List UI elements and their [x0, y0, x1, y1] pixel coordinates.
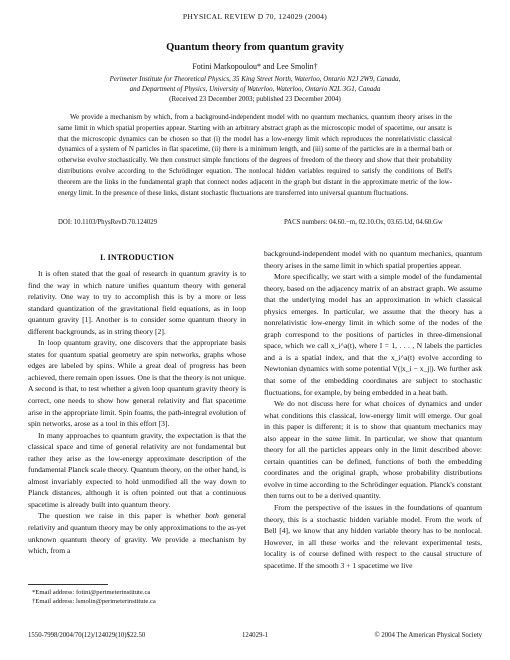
author-list: Fotini Markopoulou* and Lee Smolin†: [192, 62, 318, 71]
affiliations: [60, 74, 450, 94]
footnote-email-2: †Email address: lsmolin@perimeterinstitute.ca: [32, 598, 156, 606]
footer-issn: 1550-7998/2004/70(12)/124029(10)$22.50: [28, 632, 146, 639]
section-heading: I. INTRODUCTION: [99, 253, 175, 262]
text-run: general relativity and quantum theory may be only approximations to the as-yet unknown quantum theory of gravity. We provide a mechanism by which, from a: [28, 511, 247, 556]
emphasis-text: same: [325, 433, 342, 443]
received-date: (Received 23 December 2003; published 23 December 2004): [169, 95, 341, 103]
doi-link[interactable]: DOI: 10.1103/PhysRevD.70.124029: [58, 219, 158, 226]
affiliation-line-1: Perimeter Institute for Theoretical Physics, 35 King Street North, Waterloo, Ontario N2J 2W9, Canada,: [109, 75, 401, 83]
abstract: We provide a mechanism by which, from a background-independent model with no quantum mechanics, quantum theory arises in the same limit in which spatial properties appear. Starting with an arbitrary abstract graph as the microscopic model of spacetime, our ansatz is that the microscopic dynamics can be chosen so that (i) the model has a low-energy limit which reproduces the nonrelativistic classical dynamics of a system of N particles in flat spacetime, (ii) there is a minimum length, and (iii) some of the particles are in a thermal bath or otherwise evolve stochastically. We then construct simple functions of the degrees of freedom of the theory and show that their probability distributions evolve according to the Schrödinger equation. The nonlocal hidden variables required to satisfy the conditions of Bell's theorem are the links in the fundamental graph that connect nodes adjacent in the graph but distant in the approximate metric of the low-energy limit. In the presence of these links, distant stochastic fluctuations are transferred into universal quantum fluctuations.: [58, 113, 452, 197]
body-paragraph: [28, 510, 246, 556]
body-paragraph: It is often stated that the goal of research in quantum gravity is to find the way in which nature unifies quantum theory with general relativity. One way to try to accomplish this is by a more or less standard quantization of the gravitational field equations, as in loop quantum gravity [1]. Another is to consider some quantum theory in different backgrounds, as in string theory [2].: [28, 269, 246, 336]
affiliation-line-2: and Department of Physics, University of Waterloo, Waterloo, Ontario N2L 3G1, Canada: [129, 85, 381, 93]
footnote-email-1: *Email address: fotini@perimeterinstitute.ca: [32, 589, 151, 596]
body-paragraph: [264, 398, 482, 502]
footnotes: [32, 588, 246, 607]
paper-title: Quantum theory from quantum gravity: [166, 42, 344, 53]
body-paragraph: In loop quantum gravity, one discovers that the appropriate basis states for quantum spatial geometry are spin networks, graphs whose edges are labeled by spins. While a great deal of progress has been achieved, there remain open issues. One is that the theory is not unique. A second is that, to test whether a given loop quantum gravity theory is correct, one needs to show how general relativity and flat spacetime arise in the appropriate limit. Spin foams, the path-integral evolution of spin networks, arose as a tool in this effort [3].: [28, 338, 246, 429]
text-run: The question we raise in this paper is whether: [38, 511, 206, 521]
body-paragraph: More specifically, we start with a simple model of the fundamental theory, based on the adjacency matrix of an abstract graph. We assume that the underlying model has an approximation in which classical physics emerges. In particular, we assume that the theory has a nonrelativistic low-energy limit in which some of the nodes of the graph correspond to the positions of particles in three-dimensional space, which we call x_i^a(t), where I = 1, . . . , N labels the particles and a is a spatial index, and that the x_i^a(t) evolve according to Newtonian dynamics with some potential V(|x_i − x_j|). We further ask that some of the embedding coordinates are subject to stochastic fluctuations, for example, by being embedded in a heat bath.: [264, 272, 482, 397]
pacs-numbers: PACS numbers: 04.60.−m, 02.10.Ox, 03.65.Ud, 04.60.Gw: [284, 219, 443, 226]
journal-header: PHYSICAL REVIEW D 70, 124029 (2004): [182, 12, 328, 21]
text-run: We do not discuss here for what choices of dynamics and under what conditions this classical, low-energy limit will emerge. Our goal in this paper is different; it is to show that quantum mechanics may also appear in the: [264, 399, 482, 443]
emphasis-text: both: [205, 511, 219, 521]
text-run: limit. In particular, we show that quantum theory for all the particles appears only in the limit described above: certain quantities can be defined, functions of both the embedding coordinates and the original graph, whose probability distributions evolve in time according to the Schrödinger equation. Planck's constant then turns out to be a derived quantity.: [264, 433, 482, 501]
body-paragraph: In many approaches to quantum gravity, the expectation is that the classical space and time of general relativity are not fundamental but rather they arise as the low-energy approximate description of the fundamental Planck scale theory. Quantum theory, on the other hand, is almost invariably expected to hold unmodified all the way down to Planck distances, although it is often pointed out that a continuous spacetime is already built into quantum theory.: [28, 430, 246, 509]
body-paragraph: background-independent model with no quantum mechanics, quantum theory arises in the same limit in which spatial properties appear.: [264, 249, 482, 270]
footnote-divider: [28, 584, 108, 585]
body-paragraph: From the perspective of the issues in the foundations of quantum theory, this is a stochastic hidden variable model. From the work of Bell [4], we know that any hidden variable theory has to be nonlocal. However, in all these works and the relevant experimental tests, locality is of course defined with respect to the causal structure of spacetime. If the smooth 3 + 1 spacetime we live: [264, 503, 482, 570]
left-column: [28, 268, 246, 557]
right-column: [264, 248, 482, 571]
footer-copyright: © 2004 The American Physical Society: [374, 632, 482, 639]
footer-page-number: 124029-1: [241, 632, 269, 639]
